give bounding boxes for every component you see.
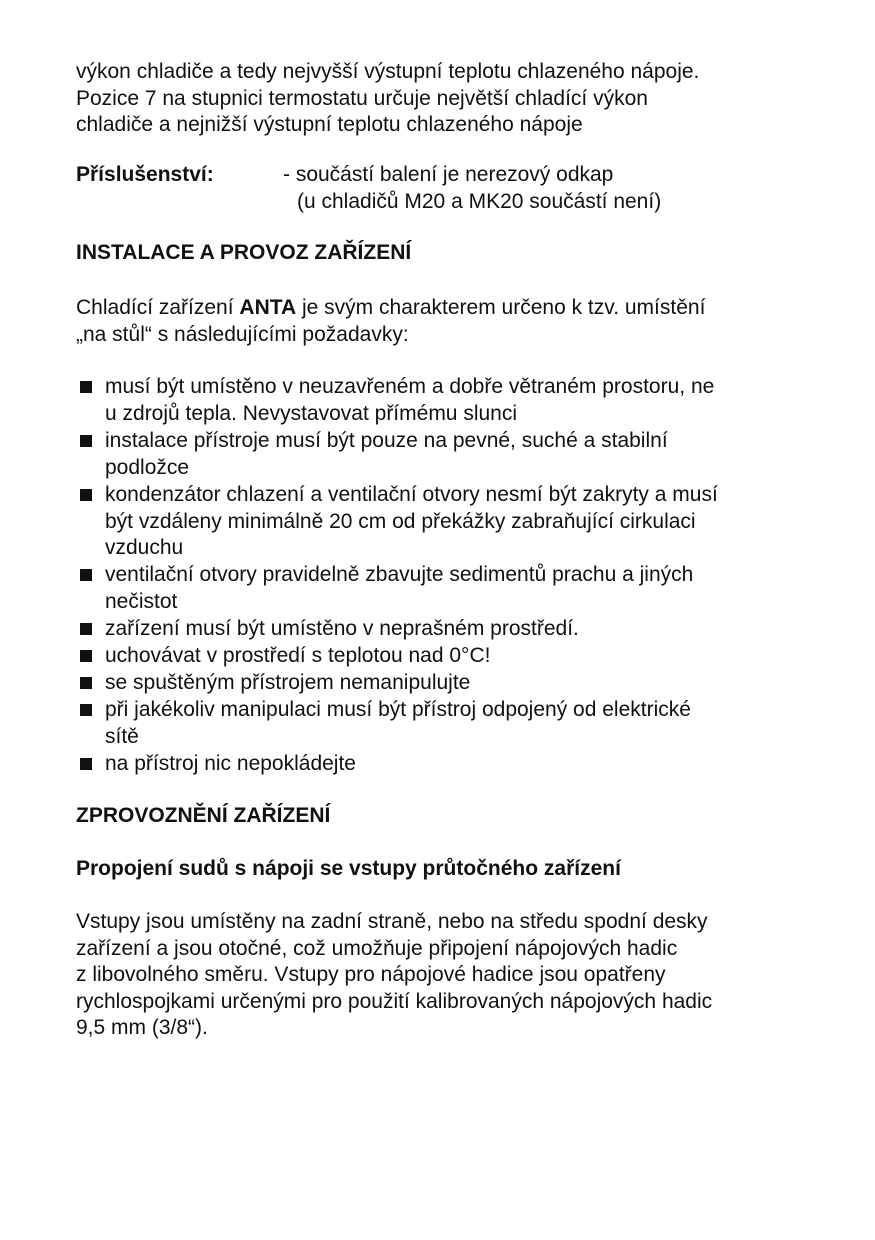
text-line: Vstupy jsou umístěny na zadní straně, nebo na středu spodní desky — [76, 910, 708, 933]
list-item-line: podložce — [105, 455, 190, 479]
list-item-line: zařízení musí být umístěno v neprašném prostředí. — [105, 617, 579, 641]
connection-paragraph — [76, 909, 712, 1042]
list-item-line: nečistot — [105, 590, 178, 614]
accessories-line: - součástí balení je nerezový odkap — [283, 163, 614, 186]
list-item-line: instalace přístroje musí být pouze na pevné, suché a stabilní — [105, 428, 668, 452]
requirements-list — [76, 374, 718, 778]
list-item-line: kondenzátor chlazení a ventilační otvory nesmí být zakryty a musí — [105, 482, 718, 506]
list-item-line: u zdrojů tepla. Nevystavovat přímému slunci — [105, 401, 518, 425]
list-item-line: musí být umístěno v neuzavřeném a dobře větraném prostoru, ne — [105, 375, 715, 398]
text: Chladící zařízení — [76, 296, 240, 319]
subheading-connection: Propojení sudů s nápoji se vstupy průtočného zařízení — [76, 857, 621, 880]
square-bullet-icon — [80, 704, 92, 716]
product-name: ANTA — [239, 296, 297, 319]
square-bullet-icon — [80, 650, 92, 662]
square-bullet-icon — [80, 569, 92, 581]
square-bullet-icon — [80, 489, 92, 501]
list-item — [76, 751, 718, 778]
section-heading-installation: INSTALACE A PROVOZ ZAŘÍZENÍ — [76, 241, 412, 264]
accessories-label: Příslušenství: — [76, 163, 214, 186]
list-item-line: vzduchu — [105, 536, 184, 560]
list-item-line: se spuštěným přístrojem nemanipulujte — [105, 670, 471, 694]
text-line: zařízení a jsou otočné, což umožňuje připojení nápojových hadic — [76, 936, 678, 960]
list-item-line: při jakékoliv manipulaci musí být přístroj odpojený od elektrické — [105, 697, 691, 721]
text-line: chladiče a nejnižší výstupní teplotu chlazeného nápoje — [76, 113, 583, 136]
square-bullet-icon — [80, 623, 92, 635]
list-item-line: být vzdáleny minimálně 20 cm od překážky zabraňující cirkulaci — [105, 509, 696, 533]
section-heading-startup: ZPROVOZNĚNÍ ZAŘÍZENÍ — [76, 804, 331, 827]
list-item-line: na přístroj nic nepokládejte — [105, 751, 356, 775]
text: je svým charakterem určeno k tzv. umístění — [296, 296, 706, 319]
square-bullet-icon — [80, 435, 92, 447]
list-item — [76, 562, 718, 616]
intro-paragraph — [76, 59, 699, 139]
square-bullet-icon — [80, 677, 92, 689]
list-item — [76, 670, 718, 697]
list-item — [76, 643, 718, 670]
text-line: Pozice 7 na stupnici termostatu určuje největší chladící výkon — [76, 86, 648, 110]
accessories-block — [76, 162, 776, 216]
square-bullet-icon — [80, 758, 92, 770]
list-item — [76, 616, 718, 643]
text-line: z libovolného směru. Vstupy pro nápojové hadice jsou opatřeny — [76, 963, 666, 986]
text-line: výkon chladiče a tedy nejvyšší výstupní teplotu chlazeného nápoje. — [76, 60, 700, 83]
list-item — [76, 428, 718, 482]
list-item — [76, 697, 718, 751]
text-line: „na stůl“ s následujícími požadavky: — [76, 322, 409, 346]
accessories-line: (u chladičů M20 a MK20 součástí není) — [297, 189, 662, 213]
list-item — [76, 374, 718, 428]
text-line: rychlospojkami určenými pro použití kalibrovaných nápojových hadic — [76, 989, 713, 1013]
list-item — [76, 482, 718, 563]
installation-intro — [76, 295, 705, 348]
list-item-line: ventilační otvory pravidelně zbavujte sedimentů prachu a jiných — [105, 563, 694, 587]
list-item-line: uchovávat v prostředí s teplotou nad 0°C! — [105, 644, 491, 668]
square-bullet-icon — [80, 381, 92, 393]
list-item-line: sítě — [105, 724, 139, 748]
text-line: 9,5 mm (3/8“). — [76, 1016, 208, 1039]
